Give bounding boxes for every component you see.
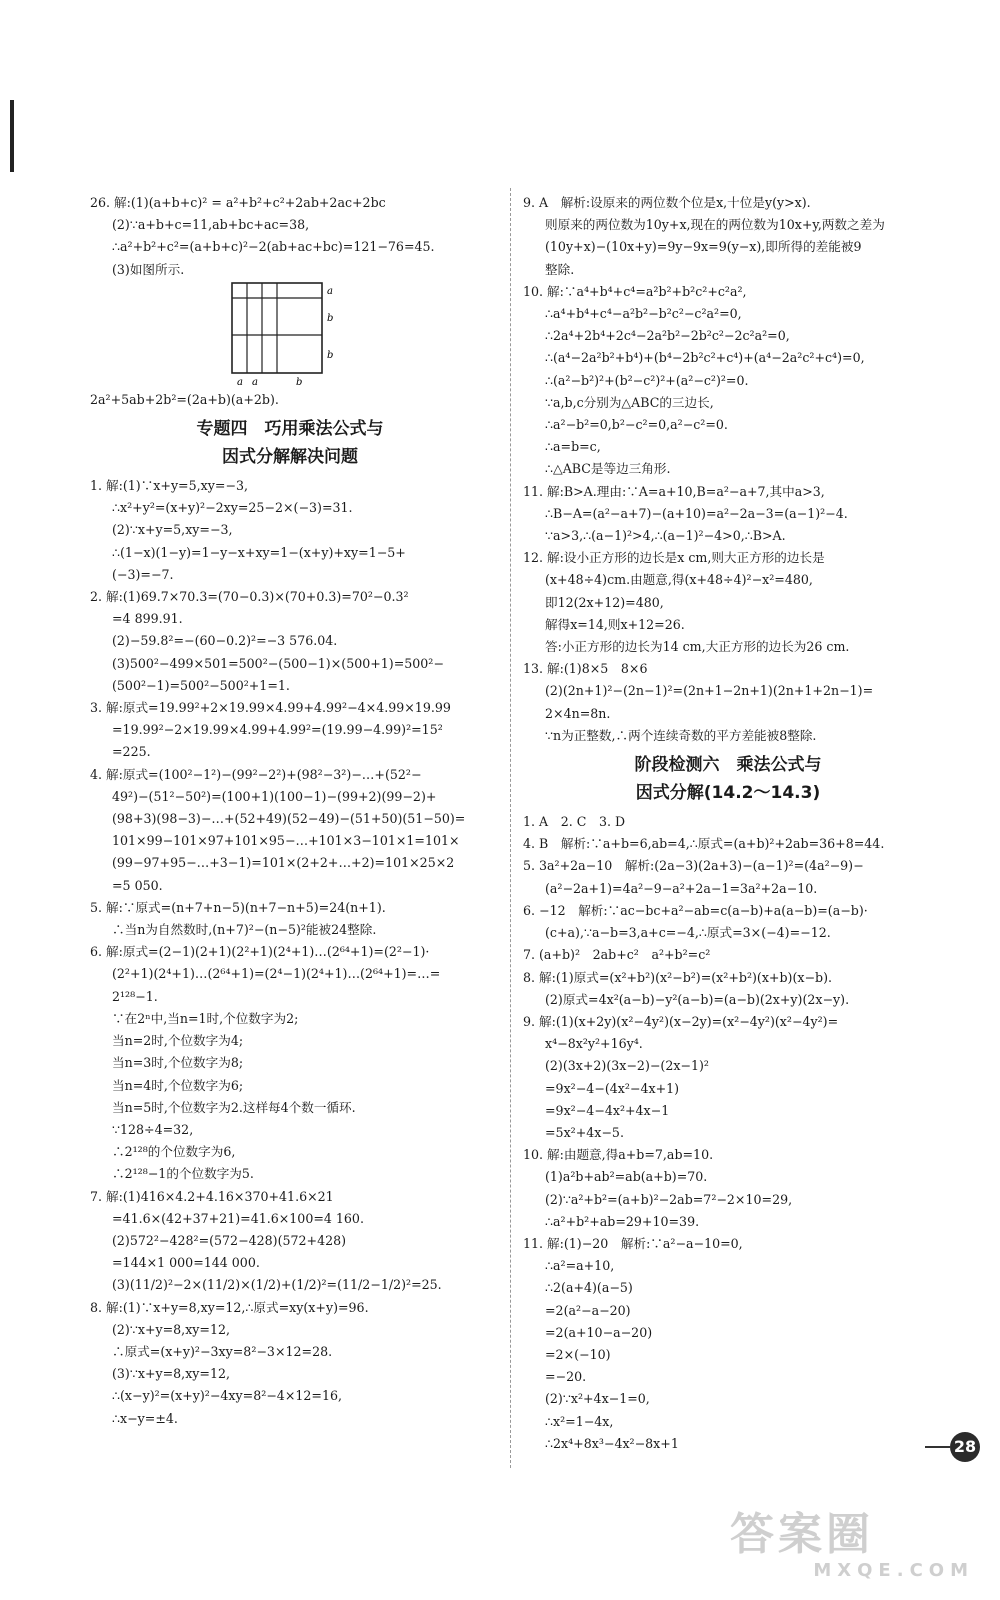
right-answer-line: ∴2a⁴+2b⁴+2c⁴−2a²b²−2b²c²−2c²a²=0, [545, 328, 790, 344]
left-answer-line: 4. 解:原式=(100²−1²)−(99²−2²)+(98²−3²)−…+(52²− [90, 766, 422, 782]
left-answer-line: ∴2¹²⁸−1的个位数字为5. [112, 1166, 254, 1182]
stage-test-answer-line: 6. −12 解析:∵ac−bc+a²−ab=c(a−b)+a(a−b)=(a−b)· [523, 902, 868, 918]
left-answer-line: 当n=2时,个位数字为4; [112, 1033, 244, 1049]
right-answer-line: (10y+x)−(10x+y)=9y−9x=9(y−x),即所得的差能被9 [545, 239, 862, 255]
stage-test-answer-line: ∴x²=1−4x, [545, 1413, 614, 1429]
section-title-line-2: 因式分解解决问题 [222, 447, 358, 468]
stage-test-answer-line: =9x²−4−4x²+4x−1 [545, 1102, 670, 1118]
stage-test-answer-line: =−20. [545, 1369, 587, 1385]
left-answer-line: (−3)=−7. [112, 566, 174, 582]
left-answer-line: (2)−59.8²=−(60−0.2)²=−3 576.04. [112, 633, 338, 649]
left-answer-line: =41.6×(42+37+21)=41.6×100=4 160. [112, 1210, 364, 1226]
stage-test-answer-line: 9. 解:(1)(x+2y)(x²−4y²)(x−2y)=(x²−4y²)(x²−4y²)= [523, 1013, 839, 1029]
stage-test-answer-line: 10. 解:由题意,得a+b=7,ab=10. [523, 1147, 714, 1163]
left-answer-line: 7. 解:(1)416×4.2+4.16×370+41.6×21 [90, 1188, 334, 1204]
stage-test-answer-line: x⁴−8x²y²+16y⁴. [545, 1036, 643, 1052]
stage-test-answer-line: 8. 解:(1)原式=(x²+b²)(x²−b²)=(x²+b²)(x+b)(x−b). [523, 969, 832, 985]
left-answer-line: (2)∵x+y=5,xy=−3, [112, 522, 233, 538]
stage-test-answer-line: (2)∵x²+4x−1=0, [545, 1391, 650, 1407]
left-answer-line: ∴2¹²⁸的个位数字为6, [112, 1144, 236, 1160]
right-answer-line: 解得x=14,则x+12=26. [545, 616, 685, 632]
q26-result: 2a²+5ab+2b²=(2a+b)(a+2b). [90, 391, 279, 407]
left-answer-line: ∴(x−y)²=(x+y)²−4xy=8²−4×12=16, [112, 1388, 342, 1404]
stage-test-answer-line: 4. B 解析:∵a+b=6,ab=4,∴原式=(a+b)²+2ab=36+8=44. [523, 836, 885, 852]
right-answer-line: 13. 解:(1)8×5 8×6 [523, 661, 648, 677]
stage-test-answer-line: =9x²−4−(4x²−4x+1) [545, 1080, 680, 1096]
left-answer-line: =4 899.91. [112, 611, 183, 627]
left-answer-line: (99−97+95−…+3−1)=101×(2+2+…+2)=101×25×2 [112, 855, 455, 871]
section-title-topic4 [90, 415, 490, 471]
right-answer-line: 整除. [545, 261, 575, 277]
margin-mark [10, 100, 14, 172]
stage-test-answer-line: =2(a²−a−20) [545, 1302, 631, 1318]
left-answer-line: =144×1 000=144 000. [112, 1255, 260, 1271]
left-answer-line: (3)500²−499×501=500²−(500−1)×(500+1)=500²− [112, 655, 444, 671]
q26-line-4: (3)如图所示. [112, 261, 185, 277]
left-answer-line: ∵在2ⁿ中,当n=1时,个位数字为2; [112, 1010, 299, 1026]
left-answer-line: (98+3)(98−3)−…+(52+49)(52−49)−(51+50)(51−50)= [112, 811, 466, 827]
right-answer-line: 则原来的两位数为10y+x,现在的两位数为10x+y,两数之差为 [545, 217, 885, 233]
right-answer-line: ∴B−A=(a²−a+7)−(a+10)=a²−2a−3=(a−1)²−4. [545, 505, 848, 521]
label-bottom-3: b [296, 376, 303, 387]
left-answer-line: 2¹²⁸−1. [112, 988, 158, 1004]
left-answer-line: 49²)−(51²−50²)=(100+1)(100−1)−(99+2)(99−2)+ [112, 788, 437, 804]
stage-test-answer-line: =2(a+10−a−20) [545, 1324, 653, 1340]
right-answer-line: ∵n为正整数,∴两个连续奇数的平方差能被8整除. [545, 727, 817, 743]
right-answer-line: ∵a>3,∴(a−1)²>4,∴(a−1)²−4>0,∴B>A. [545, 528, 786, 544]
section-title-line-2: 因式分解(14.2～14.3) [635, 783, 821, 804]
right-column [523, 192, 933, 1455]
left-answer-list [90, 475, 490, 1430]
stage-test-answer-line: ∴2x⁴+8x³−4x²−8x+1 [545, 1435, 679, 1451]
section-title-line-1: 阶段检测六 乘法公式与 [634, 755, 822, 776]
q26-line-3: ∴a²+b²+c²=(a+b+c)²−2(ab+ac+bc)=121−76=45. [112, 239, 435, 255]
left-answer-line: 5. 解:∵原式=(n+7+n−5)(n+7−n+5)=24(n+1). [90, 899, 386, 915]
right-answer-line: ∴(a²−b²)²+(b²−c²)²+(a²−c²)²=0. [545, 372, 749, 388]
left-answer-line: ∴当n为自然数时,(n+7)²−(n−5)²能被24整除. [112, 922, 377, 938]
left-answer-line: 3. 解:原式=19.99²+2×19.99×4.99+4.99²−4×4.99×19.99 [90, 700, 451, 716]
right-answer-line: ∵a,b,c分别为△ABC的三边长, [545, 394, 714, 410]
stage-test-answer-line: 7. (a+b)² 2ab+c² a²+b²=c² [523, 947, 711, 963]
right-answer-line: 10. 解:∵a⁴+b⁴+c⁴=a²b²+b²c²+c²a², [523, 283, 747, 299]
stage-test-answer-line: (2)原式=4x²(a−b)−y²(a−b)=(a−b)(2x+y)(2x−y). [545, 991, 850, 1007]
q26-line-1: 26. 解:(1)(a+b+c)² = a²+b²+c²+2ab+2ac+2bc [90, 195, 386, 210]
left-answer-line: =5 050. [112, 877, 163, 893]
stage-test-answer-line: ∴a²=a+10, [545, 1258, 615, 1274]
stage-test-answer-line: ∴a²+b²+ab=29+10=39. [545, 1213, 700, 1229]
label-right-3: b [327, 349, 334, 361]
left-answer-line: (500²−1)=500²−500²+1=1. [112, 677, 290, 693]
left-column [90, 192, 490, 1430]
stage-test-answer-line: =5x²+4x−5. [545, 1124, 624, 1140]
rectangle-figure [90, 281, 490, 389]
right-answer-list-a [523, 192, 933, 747]
left-answer-line: ∴(1−x)(1−y)=1−y−x+xy=1−(x+y)+xy=1−5+ [112, 544, 406, 560]
right-answer-line: 11. 解:B>A.理由:∵A=a+10,B=a²−a+7,其中a>3, [523, 483, 825, 499]
stage-test-answer-line: (1)a²b+ab²=ab(a+b)=70. [545, 1169, 708, 1185]
stage-test-answer-line: (c+a),∵a−b=3,a+c=−4,∴原式=3×(−4)=−12. [545, 925, 831, 941]
left-answer-line: (2)∵x+y=8,xy=12, [112, 1321, 230, 1337]
stage-test-answer-line: 11. 解:(1)−20 解析:∵a²−a−10=0, [523, 1235, 743, 1251]
left-answer-line: (3)(11/2)²−2×(11/2)×(1/2)+(1/2)²=(11/2−1/2)²=25. [112, 1277, 442, 1293]
page-number: 28 [950, 1432, 980, 1462]
right-answer-line: ∴a⁴+b⁴+c⁴−a²b²−b²c²−c²a²=0, [545, 306, 742, 322]
left-answer-line: 8. 解:(1)∵x+y=8,xy=12,∴原式=xy(x+y)=96. [90, 1299, 369, 1315]
left-answer-line: =225. [112, 744, 151, 760]
stage-test-answer-line: 5. 3a²+2a−10 解析:(2a−3)(2a+3)−(a−1)²=(4a²−9)− [523, 858, 864, 874]
label-right-1: a [327, 285, 333, 297]
right-answer-line: 2×4n=8n. [545, 705, 611, 721]
section-title-stage6 [523, 751, 933, 807]
q26-line-2: (2)∵a+b+c=11,ab+bc+ac=38, [112, 217, 310, 233]
watermark-logo [730, 1510, 990, 1590]
right-answer-line: (2)(2n+1)²−(2n−1)²=(2n+1−2n+1)(2n+1+2n−1)= [545, 683, 874, 699]
watermark-url: MXQE.COM [813, 1560, 974, 1581]
left-answer-line: ∴x²+y²=(x+y)²−2xy=25−2×(−3)=31. [112, 500, 353, 516]
grid-diagram [230, 281, 340, 387]
left-answer-line: (3)∵x+y=8,xy=12, [112, 1366, 230, 1382]
left-answer-line: (2²+1)(2⁴+1)…(2⁶⁴+1)=(2⁴−1)(2⁴+1)…(2⁶⁴+1)=…= [112, 966, 441, 982]
section-title-line-1: 专题四 巧用乘法公式与 [196, 419, 384, 440]
left-answer-line: ∵128÷4=32, [112, 1121, 194, 1137]
left-answer-line: (2)572²−428²=(572−428)(572+428) [112, 1232, 347, 1248]
right-answer-line: ∴△ABC是等边三角形. [545, 461, 671, 477]
stage-test-answer-line: 1. A 2. C 3. D [523, 814, 626, 830]
left-answer-line: 当n=5时,个位数字为2.这样每4个数一循环. [112, 1099, 356, 1115]
watermark-title: 答案圈 [730, 1509, 874, 1560]
label-right-2: b [327, 312, 334, 324]
right-answer-line: ∴a=b=c, [545, 439, 601, 455]
stage-test-answer-line: (2)(3x+2)(3x−2)−(2x−1)² [545, 1058, 709, 1074]
page-number-dash [925, 1446, 950, 1448]
stage-test-answer-line: (a²−2a+1)=4a²−9−a²+2a−1=3a²+2a−10. [545, 880, 818, 896]
left-answer-line: 101×99−101×97+101×95−…+101×3−101×1=101× [112, 833, 460, 849]
right-answer-line: 即12(2x+12)=480, [545, 594, 664, 610]
right-answer-line: (x+48÷4)cm.由题意,得(x+48÷4)²−x²=480, [545, 572, 813, 588]
right-answer-line: ∴a²−b²=0,b²−c²=0,a²−c²=0. [545, 417, 728, 433]
left-answer-line: ∴原式=(x+y)²−3xy=8²−3×12=28. [112, 1343, 333, 1359]
left-answer-line: 6. 解:原式=(2−1)(2+1)(2²+1)(2⁴+1)…(2⁶⁴+1)=(2²−1)· [90, 944, 430, 960]
right-answer-line: 9. A 解析:设原来的两位数个位是x,十位是y(y>x). [523, 195, 811, 210]
label-bottom-2: a [252, 376, 258, 387]
stage-test-answer-line: ∴2(a+4)(a−5) [545, 1280, 633, 1296]
left-answer-line: 1. 解:(1)∵x+y=5,xy=−3, [90, 478, 248, 494]
left-answer-line: 当n=3时,个位数字为8; [112, 1055, 244, 1071]
left-answer-line: 当n=4时,个位数字为6; [112, 1077, 244, 1093]
right-answer-line: ∴(a⁴−2a²b²+b⁴)+(b⁴−2b²c²+c⁴)+(a⁴−2a²c²+c⁴)=0, [545, 350, 865, 366]
column-divider [510, 188, 511, 1468]
stage-test-answer-line: =2×(−10) [545, 1346, 611, 1362]
right-answer-line: 12. 解:设小正方形的边长是x cm,则大正方形的边长是 [523, 550, 825, 566]
right-answer-line: 答:小正方形的边长为14 cm,大正方形的边长为26 cm. [545, 639, 850, 655]
stage-test-answer-line: (2)∵a²+b²=(a+b)²−2ab=7²−2×10=29, [545, 1191, 793, 1207]
label-bottom-1: a [237, 376, 243, 387]
left-answer-line: ∴x−y=±4. [112, 1410, 178, 1426]
left-answer-line: =19.99²−2×19.99×4.99+4.99²=(19.99−4.99)²=15² [112, 722, 443, 738]
right-answer-list-b [523, 811, 933, 1455]
left-answer-line: 2. 解:(1)69.7×70.3=(70−0.3)×(70+0.3)=70²−0.3² [90, 589, 409, 605]
